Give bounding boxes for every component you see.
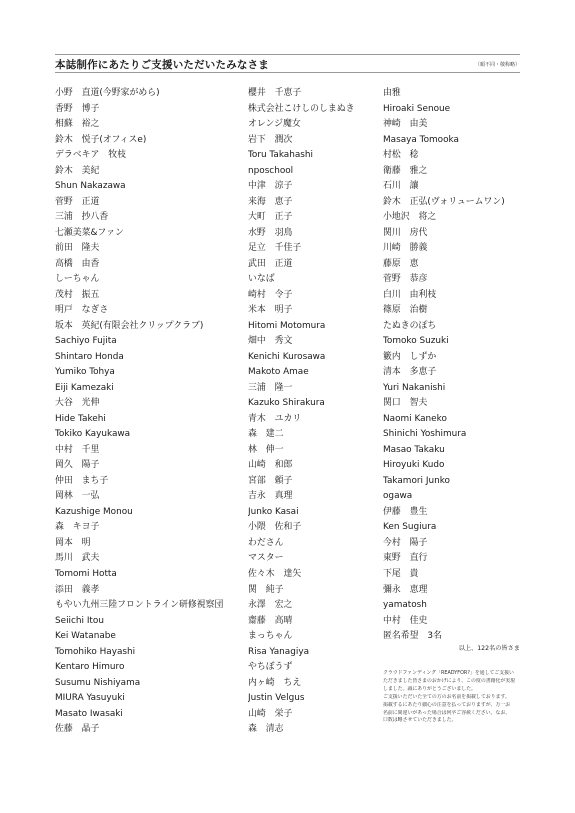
supporter-name: 由雅 xyxy=(383,88,401,98)
supporter-name: 茂村 振五 xyxy=(55,289,100,300)
supporter-name: Hitomi Motomura xyxy=(248,320,326,331)
supporter-name: 宮部 頼子 xyxy=(248,475,293,486)
supporter-name: Sachiyo Fujita xyxy=(55,336,117,347)
supporter-name: 大谷 光伸 xyxy=(55,398,100,409)
supporter-column-1 xyxy=(55,86,223,738)
supporter-name: マスター xyxy=(248,553,284,564)
page-title: 本誌制作にあたりご支援いただいたみなさま xyxy=(55,59,269,71)
supporter-name: Tomoko Suzuki xyxy=(383,336,449,347)
supporter-name: Takamori Junko xyxy=(383,475,450,486)
supporter-name: 水野 羽鳥 xyxy=(248,227,293,238)
supporter-name: 崎村 令子 xyxy=(248,289,293,300)
supporter-name: 中津 涼子 xyxy=(248,181,293,192)
supporter-name: Risa Yanagiya xyxy=(248,646,310,657)
supporter-name: 三浦 隆一 xyxy=(248,382,293,393)
supporter-name: Kenichi Kurosawa xyxy=(248,351,326,362)
supporter-column-2 xyxy=(248,86,355,738)
supporter-name: 森 建二 xyxy=(248,429,284,440)
supporter-name: 中村 佳史 xyxy=(383,615,428,626)
supporter-name: 来海 恵子 xyxy=(248,196,293,207)
thanks-note xyxy=(383,670,523,725)
supporter-name: Toru Takahashi xyxy=(248,150,314,161)
supporter-name: 前田 隆夫 xyxy=(55,243,100,254)
supporter-name: 三浦 抄八香 xyxy=(55,212,109,223)
supporter-name: nposchool xyxy=(248,165,294,176)
supporter-name: デラベキア 牧枝 xyxy=(55,150,126,161)
supporter-name: 菅野 正道 xyxy=(55,196,100,207)
supporter-name: 岡久 陽子 xyxy=(55,460,100,471)
supporter-name: 鈴木 美紀 xyxy=(55,165,100,176)
supporter-name: MIURA Yasuyuki xyxy=(55,693,125,704)
supporter-name: Kentaro Himuro xyxy=(55,662,125,673)
supporter-name: Kazushige Monou xyxy=(55,506,133,517)
supporter-name: 下尾 貴 xyxy=(383,568,419,579)
supporter-name: ogawa xyxy=(383,491,413,502)
supporter-name: 武田 正道 xyxy=(248,258,293,269)
supporter-name: 関川 房代 xyxy=(383,227,428,238)
supporter-name: 清本 多恵子 xyxy=(383,367,437,378)
supporter-name: 藤原 恵 xyxy=(383,258,419,269)
supporter-name: Eiji Kamezaki xyxy=(55,382,114,393)
supporter-name: Kei Watanabe xyxy=(55,631,116,642)
supporter-name: Yuri Nakanishi xyxy=(383,382,446,393)
supporter-name: 佐藤 晶子 xyxy=(55,724,100,735)
supporter-name: オレンジ魔女 xyxy=(248,119,301,130)
order-note: （順不同・敬称略） xyxy=(474,62,520,68)
supporter-name: 白川 由利枝 xyxy=(383,289,437,300)
supporter-name: 小野 直道(今野家がめら) xyxy=(55,88,160,98)
supporter-name: 今村 陽子 xyxy=(383,537,428,548)
supporter-name: 佐々木 達矢 xyxy=(248,568,302,579)
supporter-name: Ken Sugiura xyxy=(383,522,437,533)
supporter-name: 青木 ユカリ xyxy=(248,413,302,424)
supporter-name: 明戸 なぎさ xyxy=(55,305,109,316)
supporter-name: Susumu Nishiyama xyxy=(55,677,141,688)
supporter-name: もやい九州三陸フロントライン研修視察団 xyxy=(55,600,224,611)
supporter-name: 川崎 勝義 xyxy=(383,243,428,254)
supporter-name: Makoto Amae xyxy=(248,367,309,378)
supporter-name: Tomomi Hotta xyxy=(55,568,117,579)
supporter-name: 永澤 宏之 xyxy=(248,600,293,611)
supporter-name: しーちゃん xyxy=(55,274,100,285)
supporter-name: 小隈 佐和子 xyxy=(248,522,302,533)
supporter-name: たぬきのぽち xyxy=(383,320,437,331)
supporter-name: いなば xyxy=(248,274,275,285)
thanks-line: 名前に間違いがあった場合は何卒ご容赦ください。なお、 xyxy=(383,709,511,716)
supporter-name: 石川 讓 xyxy=(383,181,419,192)
supporter-name: Hiroyuki Kudo xyxy=(383,460,445,471)
supporter-name: yamatosh xyxy=(383,600,427,611)
supporter-name: 菅野 恭彦 xyxy=(383,274,428,285)
supporter-name: 香野 博子 xyxy=(55,103,100,114)
thanks-line: ご支援いただいた全ての方のお名前を掲載しております。 xyxy=(383,693,510,700)
header-bottom-rule xyxy=(55,72,520,73)
supporter-name: 内ヶ崎 ちえ xyxy=(248,677,302,688)
supporter-name: 山崎 和郎 xyxy=(248,460,293,471)
supporter-name: Masao Takaku xyxy=(383,444,445,455)
supporter-name: 林 伸一 xyxy=(248,444,284,455)
supporter-name: 坂本 英紀(有限会社クリップクラブ) xyxy=(55,320,204,331)
supporter-name: 村松 稔 xyxy=(383,150,419,161)
supporter-name: Junko Kasai xyxy=(248,506,299,517)
supporter-name: 相蘇 裕之 xyxy=(55,119,100,130)
supporter-name: 鈴木 正弘(ヴォリュームワン) xyxy=(383,196,505,207)
supporter-name: 衛藤 雅之 xyxy=(383,165,428,176)
supporter-name: Masaya Tomooka xyxy=(383,134,459,145)
supporter-name: 齋藤 高晴 xyxy=(248,615,293,626)
supporter-name: Hiroaki Senoue xyxy=(383,103,451,114)
supporter-name: 森 キヨ子 xyxy=(55,522,100,533)
supporter-name: 関口 智夫 xyxy=(383,398,428,409)
supporter-name: Seiichi Itou xyxy=(55,615,104,626)
supporter-name: 岡林 一弘 xyxy=(55,491,100,502)
supporter-name: 馬川 武夫 xyxy=(55,553,100,564)
supporter-name: Masato Iwasaki xyxy=(55,708,123,719)
supporter-name: 添田 義孝 xyxy=(55,584,100,595)
supporter-name: 鈴木 悦子(オフィスe) xyxy=(55,134,147,145)
thanks-line: 掲載するにあたり細心の注意を払っておりますが、万一お xyxy=(383,701,511,708)
supporter-name: Shinichi Yoshimura xyxy=(383,429,467,440)
supporter-name: 籔内 しずか xyxy=(383,351,437,362)
supporter-name: 篠原 治樹 xyxy=(383,305,428,316)
supporter-name: 吉永 真理 xyxy=(248,491,293,502)
supporter-name: 岩下 潤次 xyxy=(248,134,293,145)
supporter-name: Tomohiko Hayashi xyxy=(55,646,136,657)
supporter-name: 森 清志 xyxy=(248,724,284,735)
supporter-name: Naomi Kaneko xyxy=(383,413,447,424)
supporter-name: 小地沢 将之 xyxy=(383,212,437,223)
supporter-name: Hide Takehi xyxy=(55,413,106,424)
supporter-name: 櫻井 千恵子 xyxy=(248,88,302,98)
supporter-name: 仲田 まち子 xyxy=(55,475,109,486)
supporter-name: Justin Velgus xyxy=(248,693,305,704)
supporter-name: 七瀬美菜&ファン xyxy=(55,227,124,238)
thanks-line: しました。誠にありがとうございました。 xyxy=(383,685,476,692)
supporter-name: 関 純子 xyxy=(248,584,284,595)
supporter-name: Yumiko Tohya xyxy=(55,367,115,378)
supporter-name: まっちゃん xyxy=(248,631,293,642)
supporter-name: Tokiko Kayukawa xyxy=(55,429,131,440)
supporter-name: 伊藤 豊生 xyxy=(383,506,428,517)
thanks-line: 口数は略させていただきました。 xyxy=(383,717,457,724)
thanks-line: ただきました皆さまのおかげにより、この度の書籍化が実現 xyxy=(383,677,516,684)
supporter-name: 中村 千里 xyxy=(55,444,100,455)
supporter-name: 岡本 明 xyxy=(55,537,91,548)
supporter-name: Shintaro Honda xyxy=(55,351,124,362)
supporter-name: 高橋 由香 xyxy=(55,258,100,269)
supporter-name: 神崎 由美 xyxy=(383,119,428,130)
supporter-name: 足立 千佳子 xyxy=(248,243,302,254)
supporter-name: Kazuko Shirakura xyxy=(248,398,325,409)
supporter-column-3 xyxy=(383,86,505,645)
header-top-rule xyxy=(55,54,520,55)
supporter-name: 山崎 栄子 xyxy=(248,708,293,719)
supporter-name: 大町 正子 xyxy=(248,212,293,223)
supporter-name: Shun Nakazawa xyxy=(55,181,126,192)
supporter-name: 東野 直行 xyxy=(383,553,428,564)
thanks-line: クラウドファンディング「READYFOR?」を通してご支援い xyxy=(383,670,514,676)
supporter-total: 以上、122名の皆さま xyxy=(458,645,520,652)
supporter-name: わださん xyxy=(248,537,284,548)
supporter-name: 匿名希望 3名 xyxy=(383,631,442,642)
supporter-name: 畑中 秀文 xyxy=(248,336,293,347)
supporter-name: 米本 明子 xyxy=(248,305,293,316)
supporter-name: やちぼうず xyxy=(248,662,293,673)
supporter-name: 株式会社こけしのしまぬき xyxy=(248,103,355,114)
supporter-name: 彌永 恵理 xyxy=(383,584,428,595)
